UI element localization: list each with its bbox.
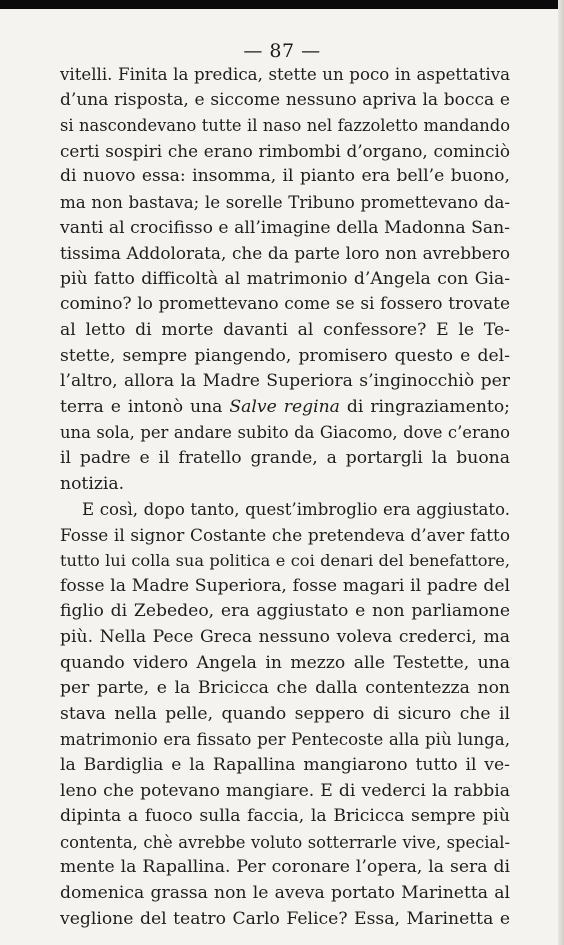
text-line: per parte, e la Bricicca che dalla contentezza non <box>60 678 510 699</box>
text-line: figlio di Zebedeo, era aggiustato e non parliamone <box>60 601 510 622</box>
text-line: E così, dopo tanto, quest’imbroglio era aggiustato. <box>82 500 510 520</box>
text-line: fosse la Madre Superiora, fosse magari il padre del <box>60 575 510 596</box>
text-line: al letto di morte davanti al confessore? E le Te- <box>60 319 510 340</box>
page-right-edge <box>558 0 564 945</box>
text-line: stette, sempre piangendo, promisero questo e del- <box>60 345 510 366</box>
text-line: Fosse il signor Costante che pretendeva d’aver fatto <box>60 524 510 545</box>
text-line: ma non bastava; le sorelle Tribuno promettevano da- <box>60 192 510 212</box>
text-line: vitelli. Finita la predica, stette un poco in aspettativa <box>60 65 510 84</box>
text-line: comino? lo promettevano come se si fossero trovate <box>60 294 510 315</box>
text-line: una sola, per andare subito da Giacomo, dove c’erano <box>60 423 510 443</box>
text-line: matrimonio era fissato per Pentecoste alla più lunga, <box>60 730 510 750</box>
text-line: d’una risposta, e siccome nessuno apriva la bocca e <box>60 89 510 110</box>
text-line: stava nella pelle, quando seppero di sicuro che il <box>60 703 510 724</box>
text-line: vanti al crocifisso e all’imagine della Madonna San- <box>60 217 510 238</box>
text-line: mente la Rapallina. Per coronare l’opera, la sera di <box>60 857 510 878</box>
text-line: l’altro, allora la Madre Superiora s’inginocchiò per <box>60 371 510 392</box>
text-line: tissima Addolorata, che da parte loro non avrebbero <box>60 243 510 264</box>
text-line: dipinta a fuoco sulla faccia, la Bricicca sempre più <box>60 806 510 827</box>
text-line: leno che potevano mangiare. E di vederci la rabbia <box>60 780 510 801</box>
text-run: terra e intonò una <box>60 396 230 417</box>
text-line: di nuovo essa: insomma, il pianto era bell’e buono, <box>60 166 510 187</box>
text-line: tutto lui colla sua politica e coi denari del benefattore, <box>60 551 510 571</box>
text-line: più. Nella Pece Greca nessuno voleva crederci, ma <box>60 627 510 648</box>
scan-top-border <box>0 0 564 9</box>
text-line: veglione del teatro Carlo Felice? Essa, Marinetta e <box>60 908 510 929</box>
text-line: certi sospiri che erano rimbombi d’organo, cominciò <box>60 140 510 161</box>
text-line: notizia. <box>60 473 125 494</box>
text-run: di ringraziamento; <box>339 396 510 417</box>
page-number: — 87 — <box>243 40 321 62</box>
text-line: si nascondevano tutte il naso nel fazzoletto mandando <box>60 116 510 136</box>
text-line: più fatto difficoltà al matrimonio d’Angela con Gia- <box>60 268 510 289</box>
text-line: il padre e il fratello grande, a portargli la buona <box>60 447 510 468</box>
text-line-with-italic <box>60 395 510 421</box>
text-line: la Bardiglia e la Rapallina mangiarono tutto il ve- <box>60 755 510 776</box>
italic-title: Salve regina <box>229 396 340 417</box>
text-line: quando videro Angela in mezzo alle Testette, una <box>60 652 510 673</box>
body-text <box>60 62 510 932</box>
text-line: domenica grassa non le aveva portato Marinetta al <box>60 883 510 903</box>
text-line: contenta, chè avrebbe voluto sotterrarle vive, special- <box>60 832 510 852</box>
